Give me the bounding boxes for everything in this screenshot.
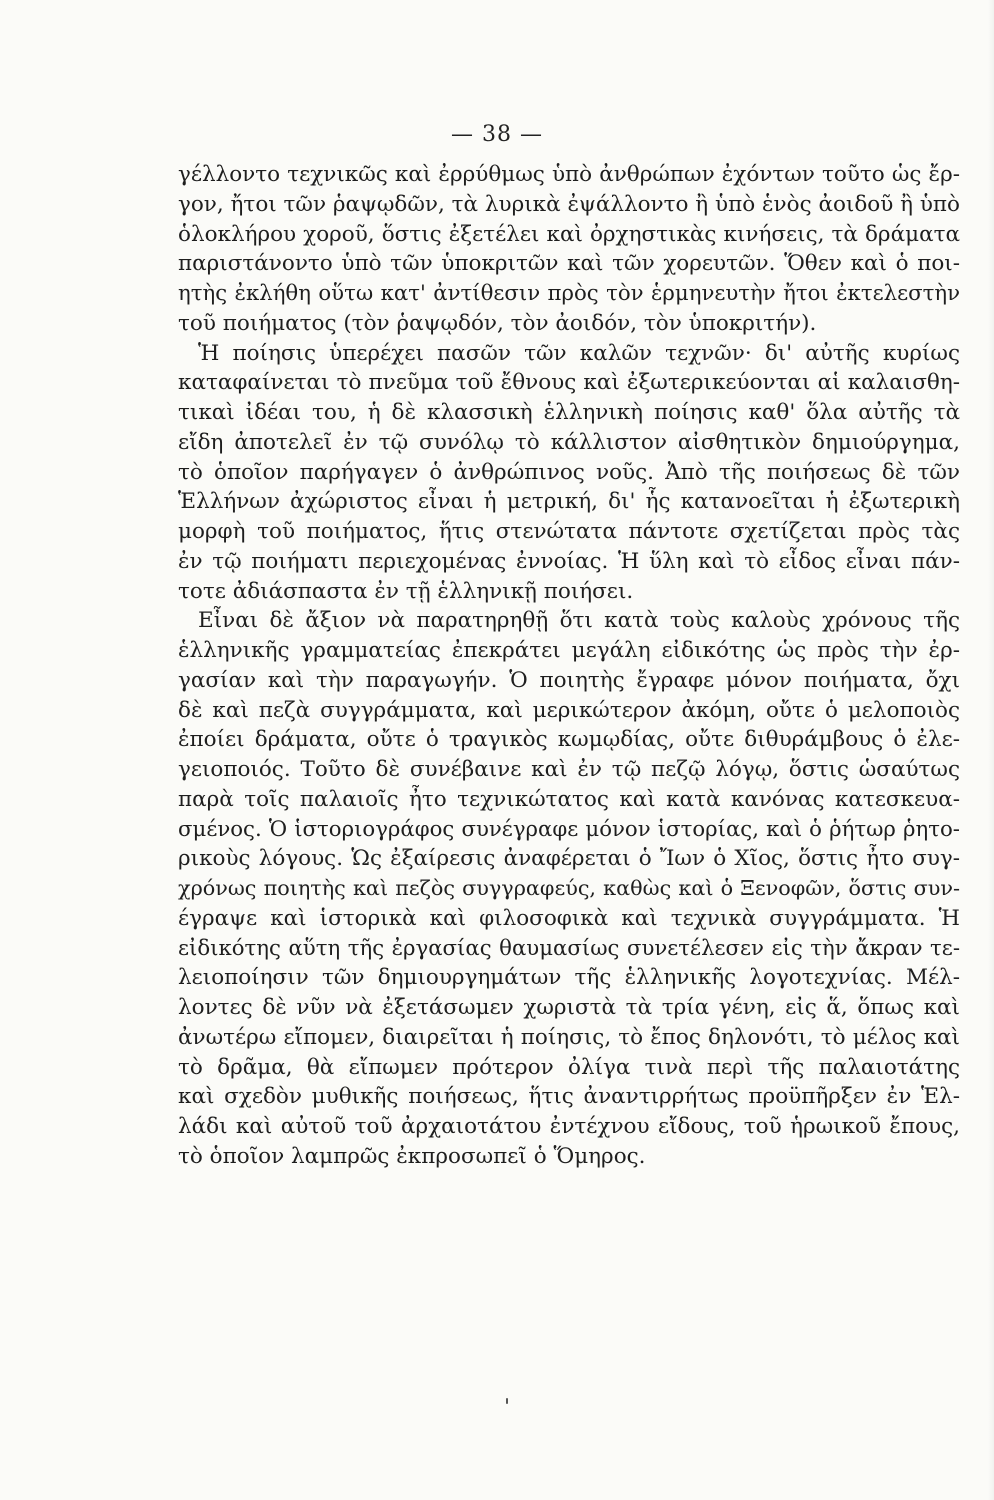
text-line: παρὰ τοῖς παλαιοῖς ἦτο τεχνικώτατος καὶ κατὰ κανόνας κατεσκευα- [178, 786, 960, 812]
text-line: έγραψε καὶ ἱστορικὰ καὶ φιλοσοφικὰ καὶ τεχνικὰ συγγράμματα. Ἡ [178, 905, 960, 931]
text-line: τὸ ὁποῖον παρήγαγεν ὁ ἀνθρώπινος νοῦς. Ἀπὸ τῆς ποιήσεως δὲ τῶν [178, 459, 960, 485]
text-line: καταφαίνεται τὸ πνεῦμα τοῦ ἔθνους καὶ ἐξωτερικεύονται αἱ καλαισθη- [178, 370, 960, 396]
text-line: ἐποίει δράματα, οὔτε ὁ τραγικὸς κωμῳδίας, οὔτε διθυράμβους ὁ ἐλε- [178, 727, 960, 753]
text-line: τοτε ἀδιάσπαστα ἐν τῇ ἑλληνικῇ ποιήσει. [178, 578, 634, 604]
text-line: λειοποίησιν τῶν δημιουργημάτων τῆς ἑλληνικῆς λογοτεχνίας. Μέλ- [178, 965, 960, 991]
text-line: ητὴς ἐκλήθη οὕτω κατ' ἀντίθεσιν πρὸς τὸν ἑρμηνευτὴν ἤτοι ἐκτελεστὴν [178, 281, 960, 306]
paragraph-start-line: Ἡ ποίησις ὑπερέχει πασῶν τῶν καλῶν τεχνῶν· δι' αὐτῆς κυρίως [198, 340, 960, 366]
text-line: γασίαν καὶ τὴν παραγωγήν. Ὁ ποιητὴς ἔγραφε μόνον ποιήματα, ὄχι [178, 667, 960, 693]
paragraph-start-line: Εἶναι δὲ ἄξιον νὰ παρατηρηθῇ ὅτι κατὰ τοὺς καλοὺς χρόνους τῆς [198, 608, 960, 634]
text-line: δὲ καὶ πεζὰ συγγράμματα, καὶ μερικώτερον ἀκόμη, οὔτε ὁ μελοποιὸς [178, 697, 960, 723]
text-line: παριστάνοντο ὑπὸ τῶν ὑποκριτῶν καὶ τῶν χορευτῶν. Ὅθεν καὶ ὁ ποι- [178, 251, 960, 277]
text-line: μορφὴ τοῦ ποιήματος, ἥτις στενώτατα πάντοτε σχετίζεται πρὸς τὰς [178, 519, 960, 544]
text-line: ἑλληνικῆς γραμματείας ἐπεκράτει μεγάλη εἰδικότης ὡς πρὸς τὴν ἐρ- [178, 638, 960, 663]
text-line: εἰδικότης αὕτη τῆς ἐργασίας θαυμασίως συνετέλεσεν εἰς τὴν ἄκραν τε- [178, 935, 960, 961]
text-line: λοντες δὲ νῦν νὰ ἐξετάσωμεν χωριστὰ τὰ τρία γένη, εἰς ἅ, ὅπως καὶ [178, 995, 960, 1020]
text-line: τὸ ὁποῖον λαμπρῶς ἐκπροσωπεῖ ὁ Ὅμηρος. [178, 1143, 646, 1169]
text-line: γον, ἤτοι τῶν ῥαψῳδῶν, τὰ λυρικὰ ἐψάλλοντο ἢ ὑπὸ ἑνὸς ἀοιδοῦ ἢ ὑπὸ [178, 191, 960, 217]
text-line: τοῦ ποιήματος (τὸν ῥαψῳδόν, τὸν ἀοιδόν, τὸν ὑποκριτήν). [178, 310, 817, 336]
text-line: γειοποιός. Τοῦτο δὲ συνέβαινε καὶ ἐν τῷ πεζῷ λόγῳ, ὅστις ὡσαύτως [178, 757, 960, 782]
text-line: ρικοὺς λόγους. Ὡς ἐξαίρεσις ἀναφέρεται ὁ Ἴων ὁ Χῖος, ὅστις ἦτο συγ- [178, 846, 960, 872]
text-line: γέλλοντο τεχνικῶς καὶ ἐρρύθμως ὑπὸ ἀνθρώπων ἐχόντων τοῦτο ὡς ἔρ- [178, 162, 960, 187]
text-line: τὸ δρᾶμα, θὰ εἴπωμεν πρότερον ὀλίγα τινὰ περὶ τῆς παλαιοτάτης [178, 1054, 960, 1080]
text-line: καὶ σχεδὸν μυθικῆς ποιήσεως, ἥτις ἀναντιρρήτως προϋπῆρξεν ἐν Ἑλ- [178, 1084, 960, 1110]
scan-speck [506, 1398, 508, 1404]
text-line: ἀνωτέρω εἴπομεν, διαιρεῖται ἡ ποίησις, τὸ ἔπος δηλονότι, τὸ μέλος καὶ [178, 1024, 960, 1050]
text-line: Ἑλλήνων ἀχώριστος εἶναι ἡ μετρική, δι' ἧς κατανοεῖται ἡ ἐξωτερικὴ [178, 489, 960, 515]
text-line: ὁλοκλήρου χοροῦ, ὅστις ἐξετέλει καὶ ὀρχηστικὰς κινήσεις, τὰ δράματα [178, 221, 960, 247]
page-number: — 38 — [451, 122, 543, 147]
text-line: χρόνως ποιητὴς καὶ πεζὸς συγγραφεύς, καθὼς καὶ ὁ Ξενοφῶν, ὅστις συν- [178, 876, 960, 900]
text-line: τικαὶ ἰδέαι του, ἡ δὲ κλασσικὴ ἑλληνικὴ ποίησις καθ' ὅλα αὐτῆς τὰ [178, 400, 960, 425]
page-edge-shadow [988, 0, 994, 1500]
text-line: λάδι καὶ αὐτοῦ τοῦ ἀρχαιοτάτου ἐντέχνου εἴδους, τοῦ ἡρωικοῦ ἔπους, [178, 1114, 960, 1139]
text-line: εἴδη ἀποτελεῖ ἐν τῷ συνόλῳ τὸ κάλλιστον αἰσθητικὸν δημιούργημα, [178, 429, 960, 455]
text-line: ἐν τῷ ποιήματι περιεχομένας ἐννοίας. Ἡ ὕλη καὶ τὸ εἶδος εἶναι πάν- [178, 548, 960, 574]
body-text [178, 160, 960, 1172]
text-line: σμένος. Ὁ ἱστοριογράφος συνέγραφε μόνον ἱστορίας, καὶ ὁ ῥήτωρ ῥητο- [178, 816, 960, 842]
